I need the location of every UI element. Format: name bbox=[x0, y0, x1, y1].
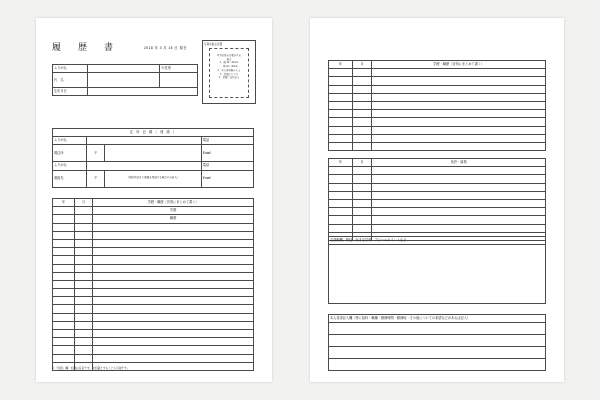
cell-month[interactable] bbox=[352, 142, 372, 150]
cell-text[interactable] bbox=[93, 223, 254, 231]
table-row[interactable] bbox=[329, 69, 546, 77]
cell-text[interactable] bbox=[93, 231, 254, 239]
cell-month[interactable] bbox=[75, 330, 93, 338]
history-rows-left bbox=[53, 207, 254, 371]
cell-year[interactable] bbox=[329, 208, 353, 216]
cell-text[interactable] bbox=[93, 280, 254, 288]
cell-year[interactable] bbox=[329, 110, 353, 118]
table-row[interactable] bbox=[53, 338, 254, 346]
table-row[interactable] bbox=[329, 224, 546, 232]
cell-month[interactable] bbox=[75, 313, 93, 321]
table-row[interactable] bbox=[53, 280, 254, 288]
cell-month[interactable] bbox=[352, 216, 372, 224]
cell-year[interactable] bbox=[329, 118, 353, 126]
table-row[interactable] bbox=[329, 93, 546, 101]
cell-text[interactable] bbox=[93, 321, 254, 329]
cell-month[interactable] bbox=[352, 110, 372, 118]
table-row[interactable] bbox=[53, 289, 254, 297]
address-furigana-value[interactable] bbox=[87, 137, 202, 145]
sex-value[interactable] bbox=[160, 73, 198, 88]
table-row[interactable] bbox=[329, 85, 546, 93]
cell-year[interactable] bbox=[53, 239, 75, 247]
table-row[interactable] bbox=[53, 223, 254, 231]
table-row[interactable] bbox=[329, 175, 546, 183]
cell-month[interactable] bbox=[352, 208, 372, 216]
cell-year[interactable] bbox=[53, 231, 75, 239]
col-history: 学歴・職歴（各別にまとめて書く） bbox=[372, 61, 546, 69]
col-year: 年 bbox=[329, 159, 353, 167]
request-line[interactable] bbox=[329, 335, 546, 347]
tel-label-1: 電話 bbox=[201, 137, 253, 145]
cell-month[interactable] bbox=[352, 167, 372, 175]
cell-month[interactable] bbox=[75, 346, 93, 354]
cell-year[interactable] bbox=[329, 85, 353, 93]
cell-text[interactable] bbox=[93, 330, 254, 338]
cell-year[interactable] bbox=[53, 321, 75, 329]
cell-month[interactable] bbox=[75, 289, 93, 297]
cell-text[interactable] bbox=[372, 77, 546, 85]
cell-text[interactable]: 学歴 bbox=[93, 207, 254, 215]
table-row[interactable] bbox=[329, 118, 546, 126]
table-row[interactable] bbox=[329, 208, 546, 216]
request-grid bbox=[328, 314, 546, 371]
table-row[interactable] bbox=[329, 134, 546, 142]
table-row[interactable] bbox=[53, 256, 254, 264]
contact-furigana-value[interactable] bbox=[87, 162, 202, 170]
col-month: 月 bbox=[352, 159, 372, 167]
cell-year[interactable] bbox=[53, 313, 75, 321]
cell-text[interactable] bbox=[372, 183, 546, 191]
request-header: 本人希望記入欄（特に給料・職種・勤務時間・勤務地・その他についての希望などがあれば記入） bbox=[329, 315, 546, 323]
cell-year[interactable] bbox=[53, 354, 75, 362]
current-address-label: 現住所 bbox=[53, 145, 87, 162]
history-grid-left bbox=[52, 198, 254, 371]
birth-label: 生年月日 bbox=[53, 88, 88, 96]
cell-text[interactable] bbox=[372, 224, 546, 232]
cell-month[interactable] bbox=[352, 69, 372, 77]
cell-text[interactable] bbox=[372, 199, 546, 207]
address-table bbox=[52, 128, 254, 188]
history-grid-right bbox=[328, 60, 546, 151]
cell-year[interactable] bbox=[329, 69, 353, 77]
sex-label: ※性別 bbox=[160, 65, 198, 73]
pr-box bbox=[328, 236, 546, 304]
table-header-row bbox=[329, 61, 546, 69]
cell-text[interactable] bbox=[372, 208, 546, 216]
cell-month[interactable] bbox=[352, 126, 372, 134]
cell-month[interactable] bbox=[75, 338, 93, 346]
pr-value[interactable] bbox=[329, 245, 546, 304]
date-line: 2018 年 3 月 15 日 現在 bbox=[144, 46, 188, 50]
contact-furigana-label: ふりがな bbox=[53, 162, 87, 170]
photo-box-label: 写真を貼る位置 bbox=[204, 42, 223, 46]
table-header-row bbox=[329, 159, 546, 167]
photo-instruction-line: 3．裏面のりづけ bbox=[219, 72, 239, 76]
col-year: 年 bbox=[53, 199, 75, 207]
cell-text[interactable] bbox=[93, 256, 254, 264]
license-rows bbox=[329, 167, 546, 241]
cell-month[interactable] bbox=[352, 199, 372, 207]
table-row[interactable] bbox=[53, 231, 254, 239]
cell-year[interactable] bbox=[329, 77, 353, 85]
cell-month[interactable] bbox=[75, 280, 93, 288]
cell-text[interactable] bbox=[372, 69, 546, 77]
cell-year[interactable] bbox=[329, 134, 353, 142]
cell-month[interactable] bbox=[352, 101, 372, 109]
cell-month[interactable] bbox=[75, 239, 93, 247]
table-row[interactable] bbox=[329, 216, 546, 224]
cell-text[interactable] bbox=[372, 101, 546, 109]
cell-text[interactable] bbox=[372, 191, 546, 199]
table-row[interactable] bbox=[329, 199, 546, 207]
cell-text[interactable] bbox=[372, 118, 546, 126]
cell-year[interactable] bbox=[53, 280, 75, 288]
email-label-1: Email bbox=[201, 145, 253, 162]
cell-year[interactable] bbox=[329, 216, 353, 224]
contact-address-note: （現住所以外に連絡を希望する場合のみ記入） bbox=[105, 170, 201, 187]
cell-month[interactable] bbox=[75, 215, 93, 223]
address-furigana-label: ふりがな bbox=[53, 137, 87, 145]
table-row[interactable] bbox=[329, 191, 546, 199]
table-row[interactable] bbox=[53, 354, 254, 362]
current-address-value[interactable] bbox=[105, 145, 201, 162]
cell-month[interactable] bbox=[352, 85, 372, 93]
cell-month[interactable] bbox=[75, 223, 93, 231]
cell-month[interactable] bbox=[75, 264, 93, 272]
cell-month[interactable] bbox=[352, 183, 372, 191]
cell-year[interactable] bbox=[53, 338, 75, 346]
photo-instruction-line: 1．縦 36〜40mm bbox=[219, 61, 239, 65]
cell-year[interactable] bbox=[53, 297, 75, 305]
photo-box[interactable] bbox=[202, 40, 256, 104]
table-row[interactable] bbox=[53, 272, 254, 280]
col-year: 年 bbox=[329, 61, 353, 69]
birth-value[interactable] bbox=[87, 88, 197, 96]
photo-instruction-line: 場合 bbox=[226, 57, 232, 61]
cell-text[interactable] bbox=[93, 248, 254, 256]
table-row[interactable] bbox=[53, 239, 254, 247]
cell-text[interactable]: 職歴 bbox=[93, 215, 254, 223]
cell-month[interactable] bbox=[75, 321, 93, 329]
footer-note: ※「性別」欄：記載は任意です。未記載とすることも可能です。 bbox=[52, 367, 130, 370]
address-header: 住 所 記 載 （ 連 絡 ） bbox=[53, 129, 254, 137]
cell-text[interactable] bbox=[93, 346, 254, 354]
cell-month[interactable] bbox=[75, 272, 93, 280]
cell-text[interactable] bbox=[372, 110, 546, 118]
name-value[interactable] bbox=[87, 73, 160, 88]
cell-year[interactable] bbox=[329, 101, 353, 109]
col-month: 月 bbox=[75, 199, 93, 207]
cell-year[interactable] bbox=[53, 215, 75, 223]
cell-month[interactable] bbox=[352, 191, 372, 199]
table-row[interactable] bbox=[53, 313, 254, 321]
cell-year[interactable] bbox=[53, 248, 75, 256]
history-rows-right bbox=[329, 69, 546, 151]
contact-address-label: 連絡先 bbox=[53, 170, 87, 187]
request-line[interactable] bbox=[329, 347, 546, 359]
cell-year[interactable] bbox=[53, 223, 75, 231]
tel-label-2: 電話 bbox=[201, 162, 253, 170]
cell-text[interactable] bbox=[93, 305, 254, 313]
cell-year[interactable] bbox=[53, 305, 75, 313]
photo-instruction-line: 横 24〜30mm bbox=[220, 65, 238, 69]
table-row[interactable] bbox=[53, 305, 254, 313]
table-row[interactable] bbox=[53, 248, 254, 256]
history-table-right bbox=[328, 60, 546, 151]
cell-text[interactable] bbox=[372, 126, 546, 134]
table-row[interactable] bbox=[53, 321, 254, 329]
resume-page-left bbox=[36, 18, 272, 382]
cell-text[interactable] bbox=[93, 354, 254, 362]
cell-month[interactable] bbox=[75, 207, 93, 215]
license-table bbox=[328, 158, 546, 241]
cell-year[interactable] bbox=[329, 142, 353, 150]
resume-page-right bbox=[310, 18, 564, 382]
license-grid bbox=[328, 158, 546, 241]
cell-month[interactable] bbox=[352, 118, 372, 126]
cell-year[interactable] bbox=[53, 256, 75, 264]
cell-month[interactable] bbox=[352, 224, 372, 232]
name-label: 氏 名 bbox=[53, 73, 88, 88]
cell-text[interactable] bbox=[93, 264, 254, 272]
cell-text[interactable] bbox=[372, 216, 546, 224]
cell-year[interactable] bbox=[329, 93, 353, 101]
col-month: 月 bbox=[352, 61, 372, 69]
table-row[interactable] bbox=[53, 330, 254, 338]
cell-year[interactable] bbox=[53, 346, 75, 354]
cell-year[interactable] bbox=[53, 264, 75, 272]
cell-text[interactable] bbox=[93, 338, 254, 346]
cell-month[interactable] bbox=[352, 134, 372, 142]
cell-text[interactable] bbox=[372, 167, 546, 175]
photo-instruction-line: 写真を貼る必要がある bbox=[217, 54, 241, 57]
cell-text[interactable] bbox=[372, 142, 546, 150]
cell-year[interactable] bbox=[329, 224, 353, 232]
col-history: 学歴・職歴（各別にまとめて書く） bbox=[93, 199, 254, 207]
table-row[interactable] bbox=[329, 183, 546, 191]
name-table bbox=[52, 64, 198, 96]
cell-text[interactable] bbox=[93, 289, 254, 297]
name-block bbox=[52, 64, 198, 96]
photo-instructions bbox=[209, 48, 249, 98]
cell-text[interactable] bbox=[372, 175, 546, 183]
table-row[interactable] bbox=[53, 215, 254, 223]
photo-instruction-line: 4．裏面に氏名記入 bbox=[218, 76, 240, 80]
cell-month[interactable] bbox=[75, 248, 93, 256]
cell-text[interactable] bbox=[93, 272, 254, 280]
cell-year[interactable] bbox=[53, 207, 75, 215]
cell-month[interactable] bbox=[75, 354, 93, 362]
cell-year[interactable] bbox=[329, 183, 353, 191]
cell-text[interactable] bbox=[372, 134, 546, 142]
cell-text[interactable] bbox=[372, 93, 546, 101]
cell-month[interactable] bbox=[75, 256, 93, 264]
request-box bbox=[328, 314, 546, 371]
address-block bbox=[52, 128, 254, 188]
cell-month[interactable] bbox=[352, 77, 372, 85]
page-title: 履 歴 書 bbox=[52, 42, 118, 52]
table-header-row bbox=[53, 199, 254, 207]
pr-grid bbox=[328, 236, 546, 304]
table-row[interactable] bbox=[53, 264, 254, 272]
cell-month[interactable] bbox=[352, 175, 372, 183]
table-row[interactable] bbox=[53, 297, 254, 305]
cell-year[interactable] bbox=[329, 199, 353, 207]
cell-year[interactable] bbox=[329, 167, 353, 175]
cell-year[interactable] bbox=[53, 289, 75, 297]
cell-month[interactable] bbox=[75, 305, 93, 313]
table-row[interactable] bbox=[329, 101, 546, 109]
postal-mark-1: 〒 bbox=[87, 145, 105, 162]
cell-year[interactable] bbox=[329, 175, 353, 183]
table-row[interactable] bbox=[329, 126, 546, 134]
request-line[interactable] bbox=[329, 323, 546, 335]
history-table-left bbox=[52, 198, 254, 371]
cell-year[interactable] bbox=[53, 330, 75, 338]
cell-text[interactable] bbox=[93, 313, 254, 321]
cell-year[interactable] bbox=[329, 191, 353, 199]
pr-header: 志望動機、特技、好きな学科、アピールポイントなど bbox=[329, 237, 546, 245]
cell-text[interactable] bbox=[93, 239, 254, 247]
cell-month[interactable] bbox=[352, 93, 372, 101]
furigana-label: ふりがな bbox=[53, 65, 88, 73]
cell-year[interactable] bbox=[53, 272, 75, 280]
cell-year[interactable] bbox=[329, 126, 353, 134]
email-label-2: Email bbox=[201, 170, 253, 187]
table-row[interactable] bbox=[329, 142, 546, 150]
col-license: 免許・資格 bbox=[372, 159, 546, 167]
furigana-value[interactable] bbox=[87, 65, 160, 73]
cell-text[interactable] bbox=[93, 297, 254, 305]
cell-month[interactable] bbox=[75, 231, 93, 239]
cell-month[interactable] bbox=[75, 297, 93, 305]
table-row[interactable] bbox=[329, 110, 546, 118]
request-line[interactable] bbox=[329, 359, 546, 371]
table-row[interactable] bbox=[329, 167, 546, 175]
table-row[interactable] bbox=[53, 207, 254, 215]
table-row[interactable] bbox=[53, 346, 254, 354]
postal-mark-2: 〒 bbox=[87, 170, 105, 187]
table-row[interactable] bbox=[329, 77, 546, 85]
photo-instruction-line: 2．本人単身胸から上 bbox=[217, 68, 241, 72]
cell-text[interactable] bbox=[372, 85, 546, 93]
